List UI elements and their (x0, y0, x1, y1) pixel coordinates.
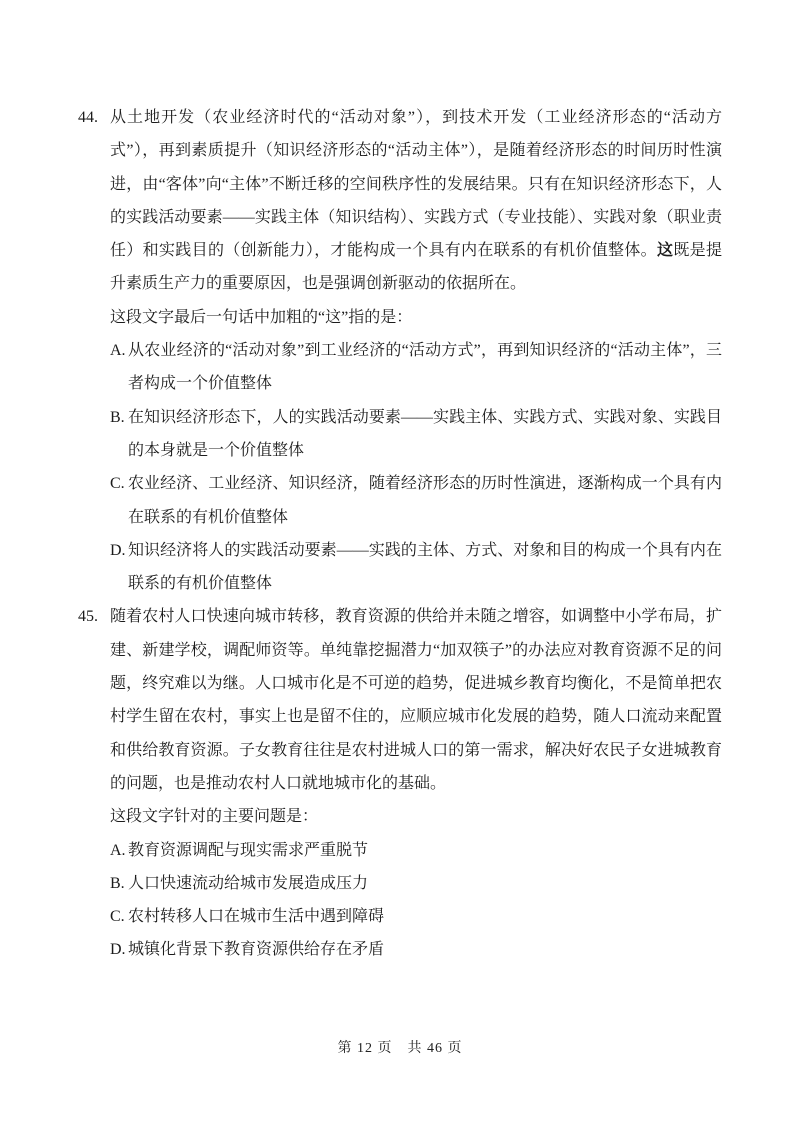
question-45-passage-text: 随着农村人口快速向城市转移，教育资源的供给并未随之增容，如调整中小学布局，扩建、新建学校，调配师资等。单纯靠挖掘潜力“加双筷子”的办法应对教育资源不足的问题，终究难以为继。人口城市化是不可逆的趋势，促进城乡教育均衡化，不是简单把农村学生留在农村，事实上也是留不住的，应顺应城市化发展的趋势，随人口流动来配置和供给教育资源。子女教育往往是农村进城人口的第一需求，解决好农民子女进城教育的问题，也是推动农村人口就地城市化的基础。 (110, 608, 722, 792)
option-label: C. (110, 475, 125, 493)
option-label: D. (110, 541, 126, 559)
question-44-option-b (110, 401, 722, 468)
option-text: 农业经济、工业经济、知识经济，随着经济形态的历时性演进，逐渐构成一个具有内在联系的有机价值整体 (128, 475, 722, 526)
question-44-passage (78, 101, 722, 301)
option-text: 人口快速流动给城市发展造成压力 (128, 874, 369, 892)
question-45-option-a (110, 834, 722, 867)
option-label: D. (110, 941, 126, 959)
question-45-option-c (110, 900, 722, 933)
option-text: 知识经济将人的实践活动要素——实践的主体、方式、对象和目的构成一个具有内在联系的有机价值整体 (128, 541, 722, 593)
page-number-footer: 第 12 页 共 46 页 (337, 1041, 463, 1056)
question-44-passage-text: 从土地开发（农业经济时代的“活动对象”），到技术开发（工业经济形态的“活动方式”），再到素质提升（知识经济形态的“活动主体”），是随着经济形态的时间历时性演进，由“客体”向“主体”不断迁移的空间秩序性的发展结果。只有在知识经济形态下，人的实践活动要素——实践主体（知识结构）、实践方式（专业技能）、实践对象（职业责任）和实践目的（创新能力），才能构成一个具有内在联系的有机价值整体。 (110, 109, 722, 260)
question-44 (78, 101, 722, 600)
question-45-option-d (110, 933, 722, 966)
question-44-passage-tail: 既是提升素质生产力的重要原因，也是强调创新驱动的依据所在。 (110, 242, 722, 293)
question-44-option-d (110, 534, 722, 601)
option-text: 农村转移人口在城市生活中遇到障碍 (128, 908, 385, 926)
question-45 (78, 600, 722, 966)
option-label: B. (110, 874, 125, 892)
option-label: C. (110, 908, 125, 926)
question-45-passage (78, 600, 722, 800)
question-45-number: 45. (78, 608, 98, 626)
option-text: 城镇化背景下教育资源供给存在矛盾 (128, 941, 385, 959)
question-44-option-c (110, 467, 722, 534)
question-44-number: 44. (78, 109, 98, 126)
question-44-option-a (110, 334, 722, 401)
question-45-option-b (110, 867, 722, 900)
question-44-passage-bold-word: 这 (657, 242, 674, 260)
question-44-stem: 这段文字最后一句话中加粗的“这”指的是： (110, 308, 413, 326)
option-label: A. (110, 342, 126, 360)
question-45-stem: 这段文字针对的主要问题是： (110, 808, 319, 826)
option-text: 从农业经济的“活动对象”到工业经济的“活动方式”，再到知识经济的“活动主体”，三者构成一个价值整体 (128, 342, 722, 393)
option-text: 在知识经济形态下，人的实践活动要素——实践主体、实践方式、实践对象、实践目的本身就是一个价值整体 (128, 408, 722, 459)
option-label: A. (110, 841, 126, 859)
option-text: 教育资源调配与现实需求严重脱节 (128, 841, 369, 859)
option-label: B. (110, 408, 125, 426)
